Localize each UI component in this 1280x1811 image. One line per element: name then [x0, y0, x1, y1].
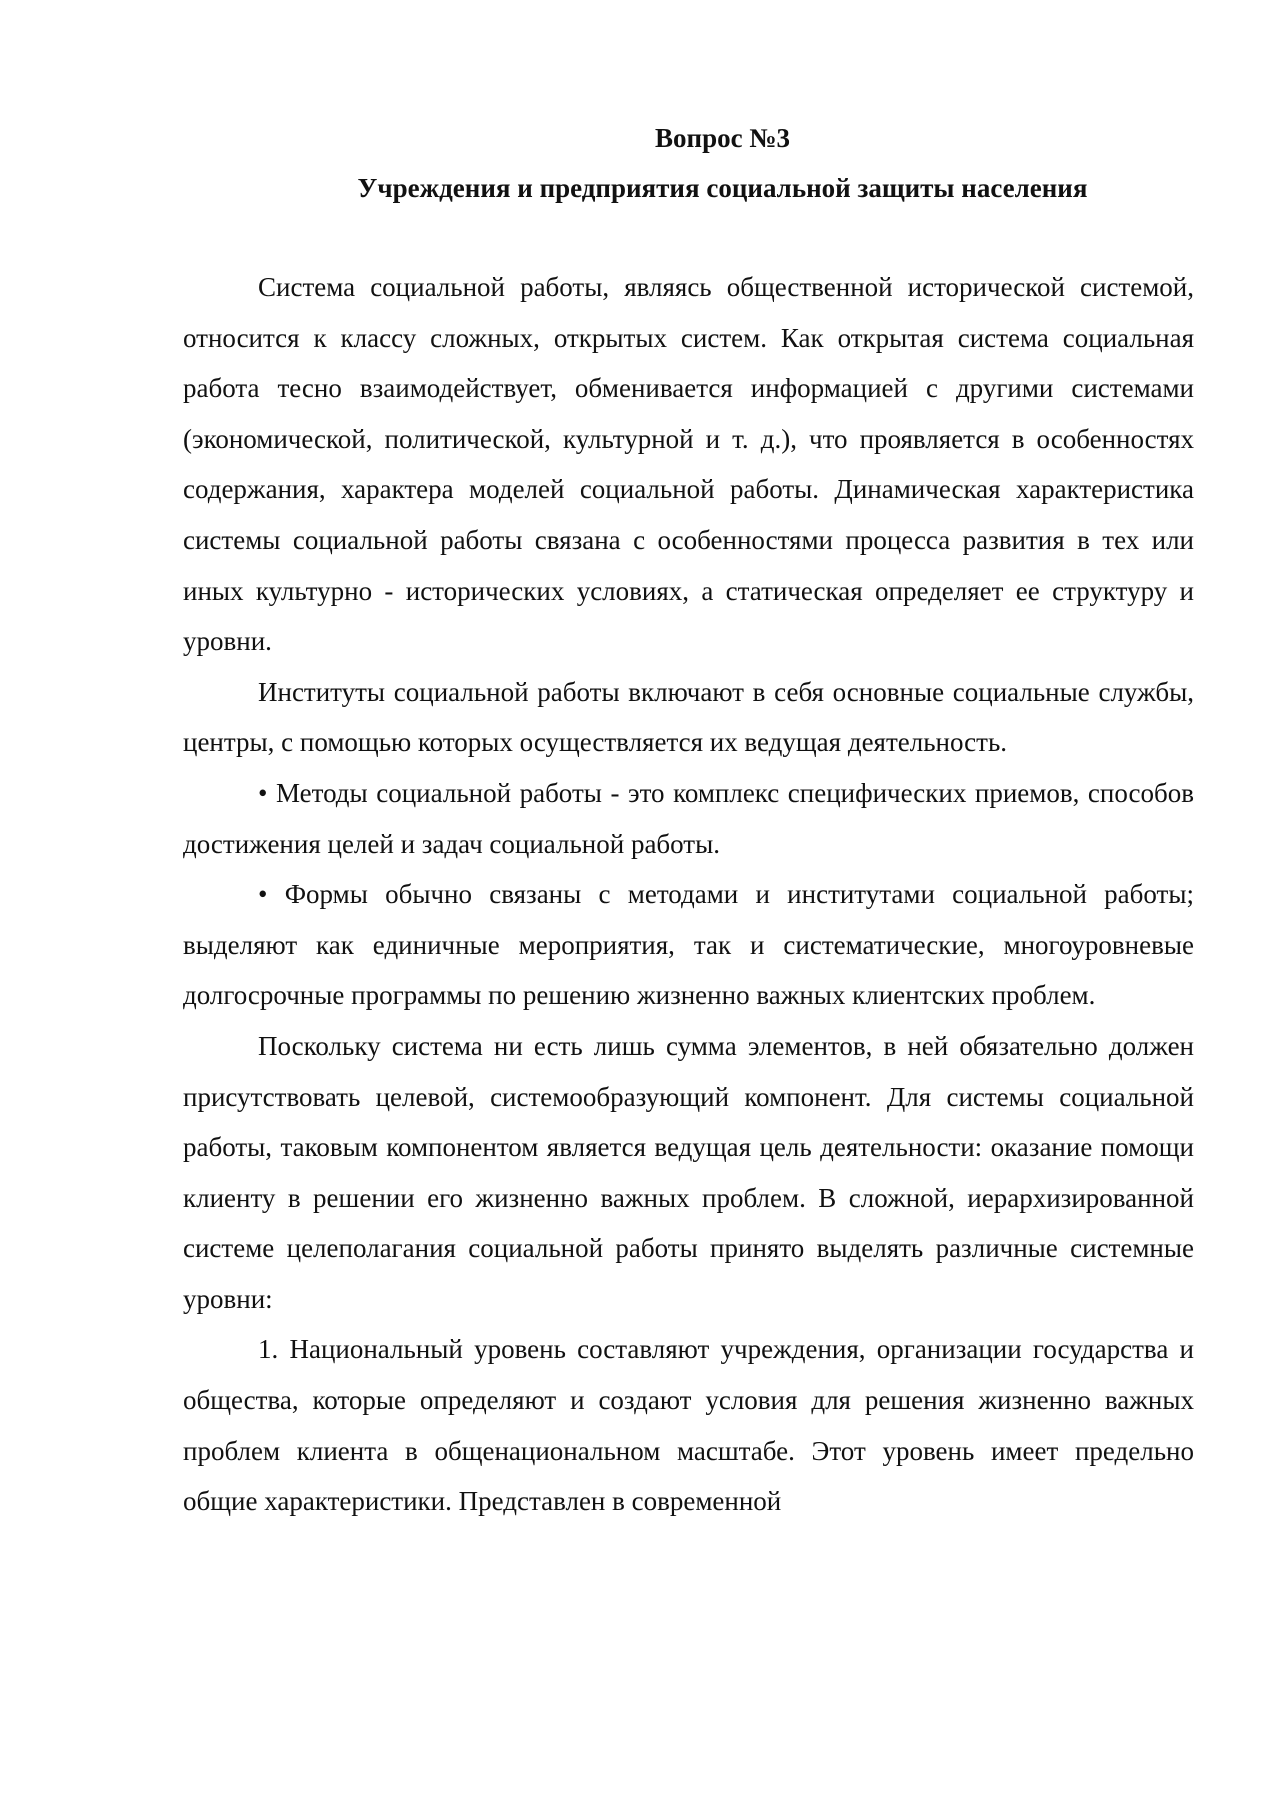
paragraph-system-overview: Система социальной работы, являясь общественной исторической системой, относится к классу сложных, открытых систем. Как открытая система социальная работа тесно взаимодействует, обменивается информацией с другими системами (экономической, политической, культурной и т. д.), что проявляется в особенностях содержания, характера моделей социальной работы. Динамическая характеристика системы социальной работы связана с особенностями процесса развития в тех или иных культурно - исторических условиях, а статическая определяет ее структуру и уровни.: [183, 272, 1194, 657]
paragraph-institutes: Институты социальной работы включают в себя основные социальные службы, центры, с помощью которых осуществляется их ведущая деятельность.: [183, 676, 1194, 758]
document-body: [183, 262, 1194, 1527]
paragraph-target-component: Поскольку система ни есть лишь сумма элементов, в ней обязательно должен присутствовать целевой, системообразующий компонент. Для системы социальной работы, таковым компонентом является ведущая цель деятельности: оказание помощи клиенту в решении его жизненно важных проблем. В сложной, иерархизированной системе целеполагания социальной работы принято выделять различные системные уровни:: [183, 1030, 1194, 1314]
paragraph-methods-bullet: • Методы социальной работы - это комплекс специфических приемов, способов достижения целей и задач социальной работы.: [183, 777, 1194, 859]
document-title: Учреждения и предприятия социальной защиты населения: [357, 173, 1088, 203]
paragraph-national-level: 1. Национальный уровень составляют учреждения, организации государства и общества, которые определяют и создают условия для решения жизненно важных проблем клиента в общенациональном масштабе. Этот уровень имеет предельно общие характеристики. Представлен в современной: [183, 1334, 1194, 1517]
question-number: Вопрос №3: [655, 123, 790, 153]
paragraph-forms-bullet: • Формы обычно связаны с методами и институтами социальной работы; выделяют как единичные мероприятия, так и систематические, многоуровневые долгосрочные программы по решению жизненно важных клиентских проблем.: [183, 879, 1194, 1011]
